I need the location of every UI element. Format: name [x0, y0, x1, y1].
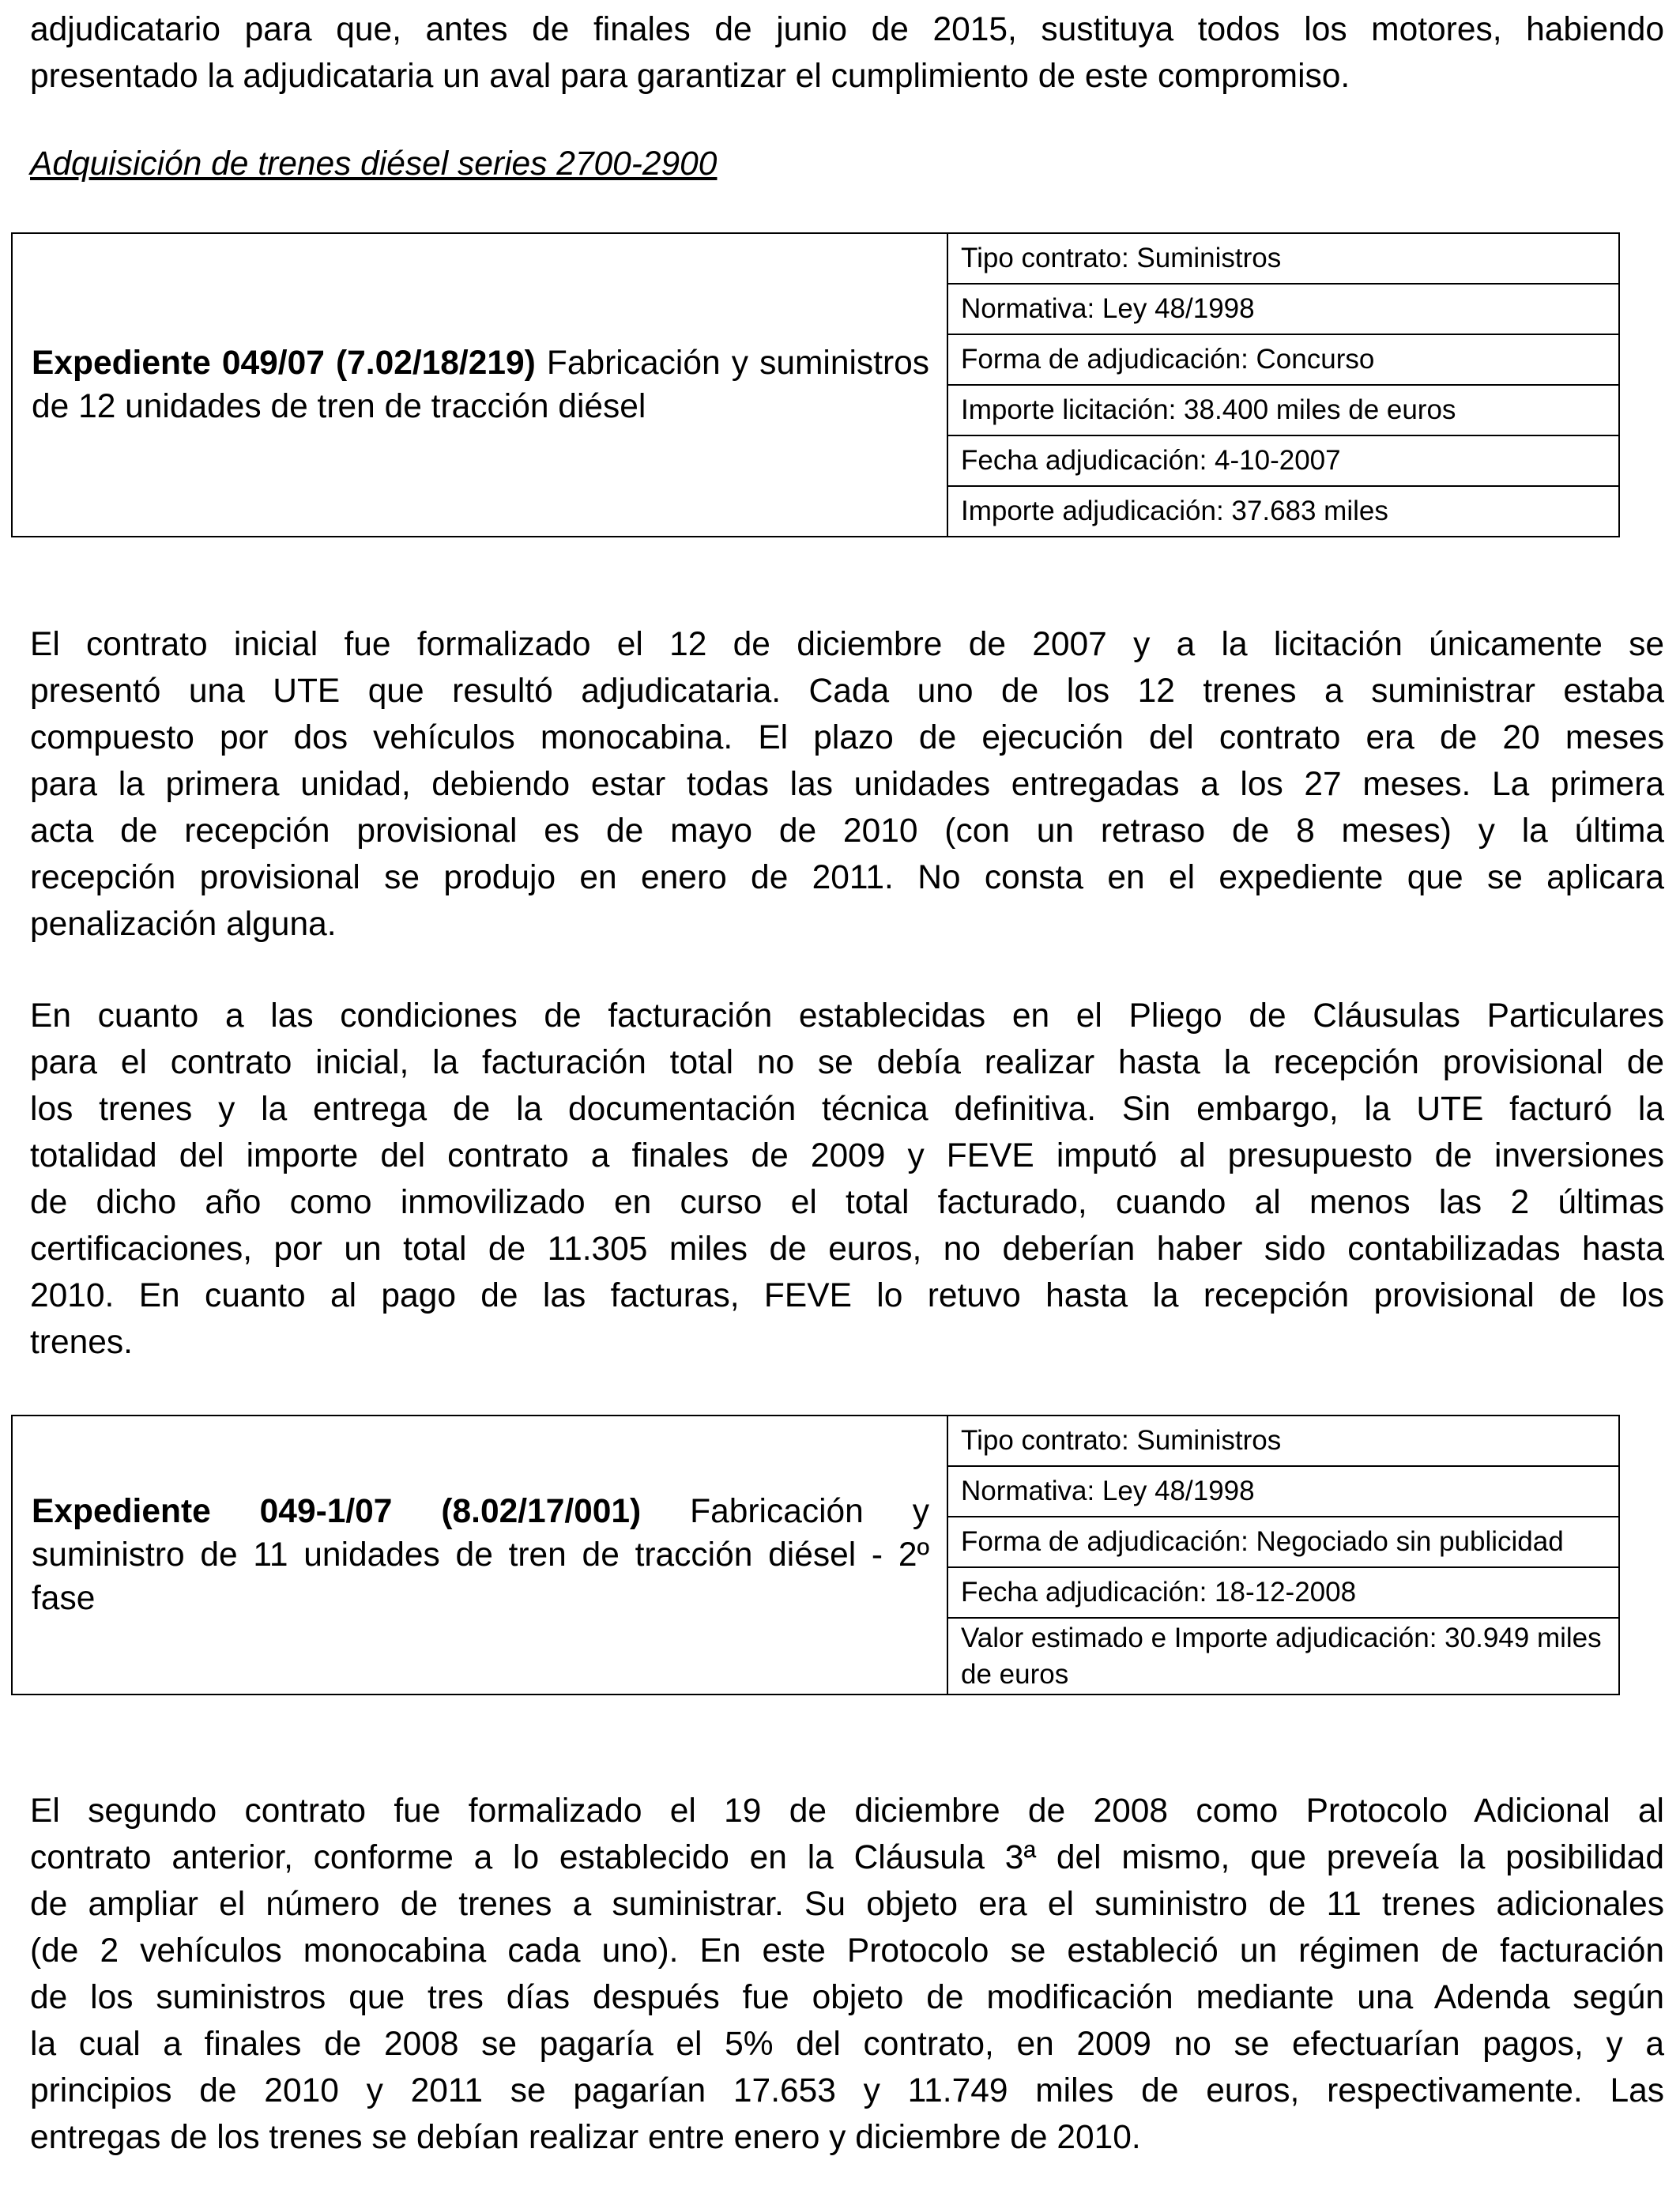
- paragraph-line: recepción provisional se produjo en enero de 2011. No consta en el expediente que se aplicara: [30, 859, 1664, 896]
- expediente-1-title: [12, 233, 947, 537]
- intro-line-1: adjudicatario para que, antes de finales de junio de 2015, sustituya todos los motores, habiendo: [30, 11, 1664, 48]
- paragraph-line: contrato anterior, conforme a lo establecido en la Cláusula 3ª del mismo, que preveía la posibilidad: [30, 1839, 1664, 1876]
- paragraph-line: la cual a finales de 2008 se pagaría el 5% del contrato, en 2009 no se efectuarían pagos, y a: [30, 2026, 1664, 2063]
- paragraph-line: presentó una UTE que resultó adjudicataria. Cada uno de los 12 trenes a suministrar estaba: [30, 673, 1664, 710]
- paragraph-3: [30, 1788, 1664, 2161]
- expediente-1-code: Expediente 049/07 (7.02/18/219): [32, 345, 536, 382]
- paragraph-line: certificaciones, por un total de 11.305 miles de euros, no deberían haber sido contabilizadas hasta: [30, 1231, 1664, 1268]
- expediente-1-detail: Normativa: Ley 48/1998: [947, 284, 1619, 334]
- paragraph-line: para la primera unidad, debiendo estar todas las unidades entregadas a los 27 meses. La primera: [30, 766, 1664, 803]
- paragraph-line: trenes.: [30, 1324, 133, 1361]
- paragraph-line: (de 2 vehículos monocabina cada uno). En este Protocolo se estableció un régimen de facturación: [30, 1932, 1664, 1970]
- expediente-1-detail: Tipo contrato: Suministros: [947, 233, 1619, 284]
- expediente-2-detail: Valor estimado e Importe adjudicación: 30.949 miles de euros: [947, 1618, 1619, 1695]
- paragraph-line: totalidad del importe del contrato a finales de 2009 y FEVE imputó al presupuesto de inversiones: [30, 1137, 1664, 1174]
- paragraph-line: principios de 2010 y 2011 se pagarían 17.653 y 11.749 miles de euros, respectivamente. Las: [30, 2072, 1664, 2109]
- expediente-2-detail: Tipo contrato: Suministros: [947, 1416, 1619, 1466]
- expediente-1-detail: Importe adjudicación: 37.683 miles: [947, 486, 1619, 537]
- paragraph-line: El contrato inicial fue formalizado el 12 de diciembre de 2007 y a la licitación únicamente se: [30, 626, 1664, 663]
- paragraph-line: los trenes y la entrega de la documentación técnica definitiva. Sin embargo, la UTE facturó la: [30, 1091, 1664, 1128]
- expediente-2-detail: Fecha adjudicación: 18-12-2008: [947, 1567, 1619, 1618]
- expediente-2-detail: Normativa: Ley 48/1998: [947, 1466, 1619, 1517]
- paragraph-line: penalización alguna.: [30, 906, 337, 943]
- paragraph-line: 2010. En cuanto al pago de las facturas, FEVE lo retuvo hasta la recepción provisional de los: [30, 1277, 1664, 1314]
- expediente-2-table: [11, 1415, 1620, 1695]
- expediente-1-detail: Fecha adjudicación: 4-10-2007: [947, 435, 1619, 486]
- paragraph-line: entregas de los trenes se debían realizar entre enero y diciembre de 2010.: [30, 2119, 1141, 2156]
- paragraph-line: de los suministros que tres días después fue objeto de modificación mediante una Adenda según: [30, 1979, 1664, 2016]
- expediente-1-detail: Forma de adjudicación: Concurso: [947, 334, 1619, 385]
- expediente-1-description: Fabricación y suministros de 12 unidades de tren de tracción diésel: [32, 345, 929, 425]
- paragraph-line: de ampliar el número de trenes a suministrar. Su objeto era el suministro de 11 trenes adicionales: [30, 1886, 1664, 1923]
- expediente-1-detail: Importe licitación: 38.400 miles de euros: [947, 385, 1619, 435]
- section-heading: Adquisición de trenes diésel series 2700-2900: [30, 145, 718, 183]
- expediente-2-detail: Forma de adjudicación: Negociado sin publicidad: [947, 1517, 1619, 1567]
- paragraph-line: acta de recepción provisional es de mayo de 2010 (con un retraso de 8 meses) y la última: [30, 812, 1664, 850]
- paragraph-line: de dicho año como inmovilizado en curso el total facturado, cuando al menos las 2 últimas: [30, 1184, 1664, 1221]
- paragraph-line: El segundo contrato fue formalizado el 19 de diciembre de 2008 como Protocolo Adicional al: [30, 1793, 1664, 1830]
- expediente-1-table: [11, 232, 1620, 537]
- paragraph-line: compuesto por dos vehículos monocabina. El plazo de ejecución del contrato era de 20 meses: [30, 719, 1664, 756]
- intro-text: [30, 6, 1664, 100]
- expediente-2-description: Fabricación y suministro de 11 unidades de tren de tracción diésel - 2º fase: [32, 1493, 929, 1617]
- expediente-2-code: Expediente 049-1/07 (8.02/17/001): [32, 1493, 642, 1530]
- intro-line-2: presentado la adjudicataria un aval para garantizar el cumplimiento de este compromiso.: [30, 58, 1350, 95]
- expediente-2-title: [12, 1416, 947, 1695]
- paragraph-2: [30, 993, 1664, 1366]
- paragraph-line: para el contrato inicial, la facturación total no se debía realizar hasta la recepción provisional de: [30, 1044, 1664, 1081]
- paragraph-1: [30, 621, 1664, 948]
- paragraph-line: En cuanto a las condiciones de facturación establecidas en el Pliego de Cláusulas Particulares: [30, 997, 1664, 1035]
